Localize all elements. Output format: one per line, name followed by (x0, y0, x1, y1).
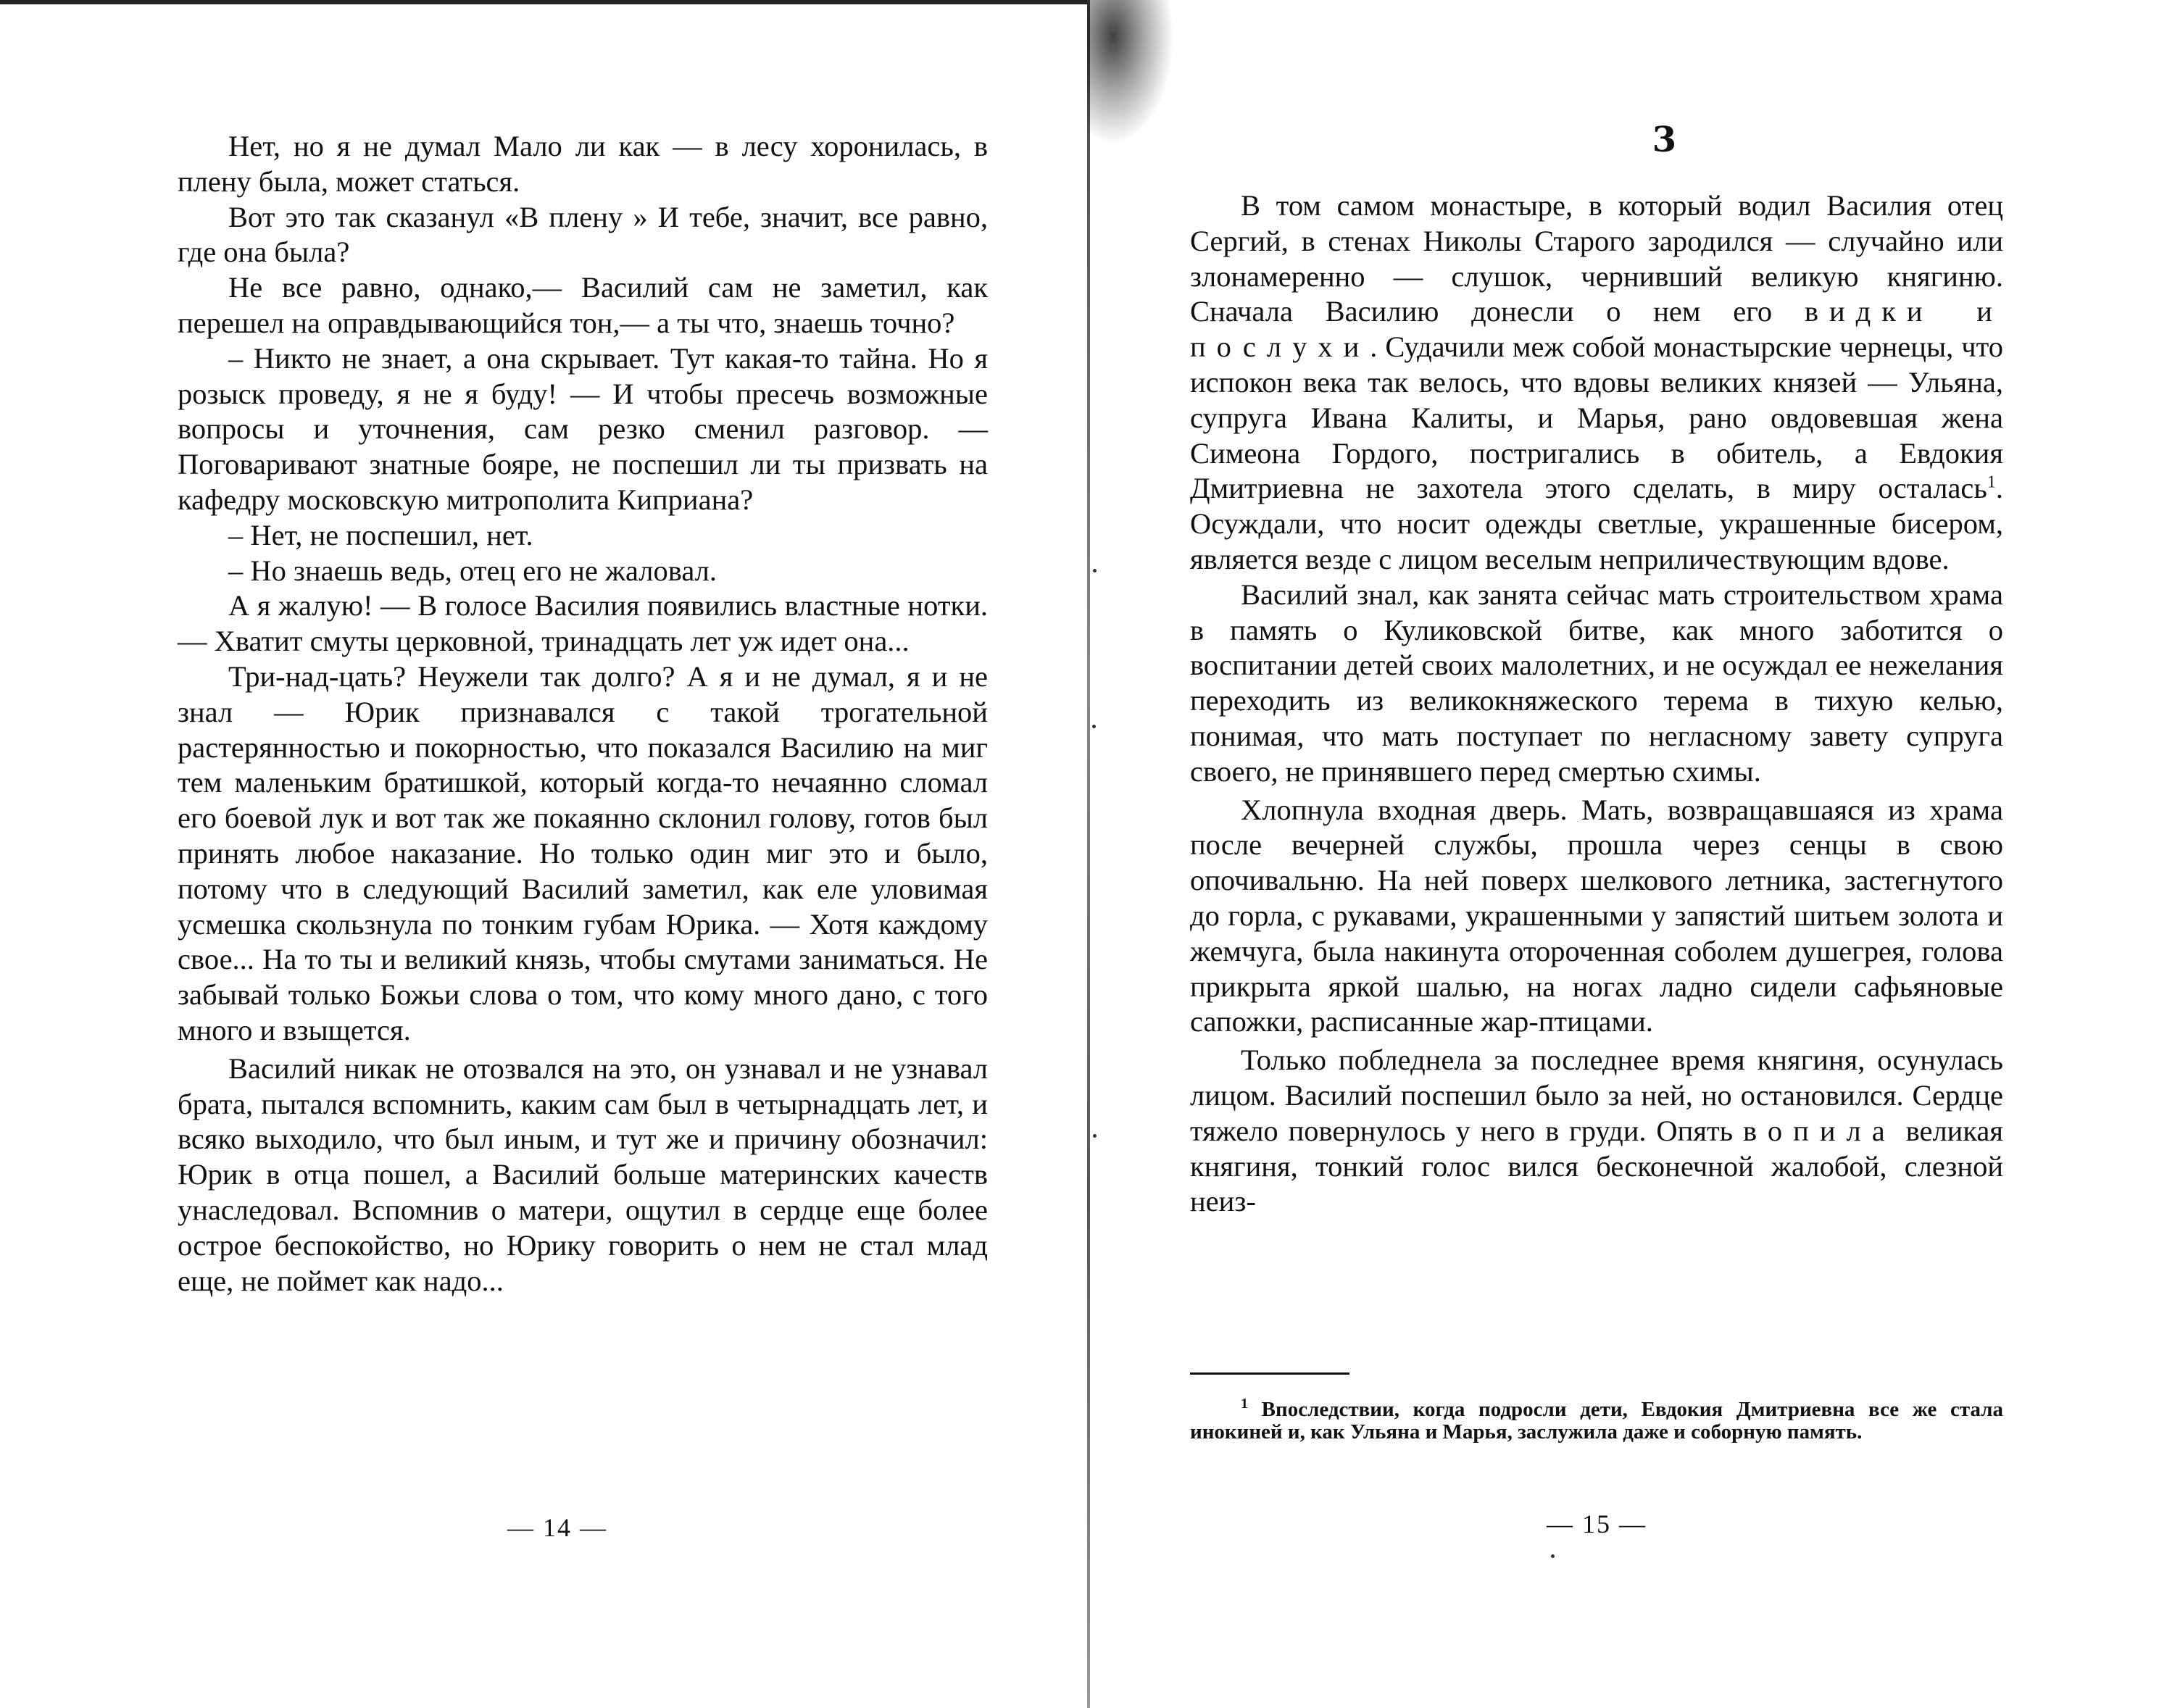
paragraph: Не все равно, однако,— Василий сам не заметил, как перешел на оправдывающийся тон,— а ты что, знаешь точно? (178, 271, 988, 339)
paragraph: А я жалую! — В голосе Василия появились властные нотки.— Хватит смуты церковной, тринадцать лет уж идет она... (178, 589, 988, 658)
paragraph: Три-над-цать? Неужели так долго? А я и не думал, я и не знал — Юрик признавался с такой трогательной растерянностью и покорностью, что показался Василию на миг тем маленьким братишкой, который когда-то нечаянно сломал его боевой лук и вот так же покаянно склонил голову, готов был принять любое наказание. Но только один миг это и было, потому что в следующий Василий заметил, как еле уловимая усмешка скользнула по тонким губам Юрика. — Хотя каждому свое... На то ты и великий князь, чтобы смутами заниматься. Не забывай только Божьи слова о том, что кому много дано, с того много и взыщется. (178, 659, 988, 1046)
right-page (1090, 0, 2159, 1708)
paragraph: – Но знаешь ведь, отец его не жаловал. (228, 554, 717, 587)
footnote-rule (1190, 1372, 1349, 1375)
paragraph: Василий знал, как занята сейчас мать строительством храма в память о Куликовской битве, как много заботится о воспитании детей своих малолетних, и не осуждал ее нежелания переходить из великокняжеского терема в тихую келью, понимая, что мать поступает по негласному завету супруга своего, не принявшего перед смертью схимы. (1190, 578, 2003, 788)
scan-speck (1093, 569, 1097, 572)
paragraph: Василий никак не отозвался на это, он узнавал и не узнавал брата, пытался вспомнить, каким сам был в четырнадцать лет, и всяко выходило, что был иным, и тут же и причину обозначил: Юрик в отца пошел, а Василий больше материнских качеств унаследовал. Вспомнив о матери, ощутил в сердце еще более острое беспокойство, но Юрику говорить о нем не стал млад еще, не поймет как надо... (178, 1051, 988, 1297)
paragraph: Нет, но я не думал Мало ли как — в лесу хоронилась, в плену была, может статься. (178, 130, 988, 198)
page-number-right: — 15 — (1547, 1509, 1647, 1538)
scan-speck (1093, 1134, 1097, 1138)
spaced-emphasis: вопила (1743, 1114, 1896, 1147)
text-run: В том самом монастыре, в который водил Василия отец Сергий, в стенах Николы Старого зародился — случайно или злонамеренно — слушок, чернивший великую княгиню. Сначала Василию донесли о нем его (1190, 189, 2003, 328)
paragraph: – Нет, не поспешил, нет. (228, 518, 533, 551)
footnote-reference: 1 (1987, 472, 1996, 492)
spaced-emphasis: видки и послухи (1190, 295, 2003, 364)
paragraph (1190, 188, 2003, 578)
paragraph: – Никто не знает, а она скрывает. Тут какая-то тайна. Но я розыск проведу, я не я буду! — И чтобы пресечь возможные вопросы и уточнения, сам резко сменил разговор. — Поговаривают знатные бояре, не поспешил ли ты призвать на кафедру московскую митрополита Киприана? (178, 341, 988, 516)
scan-speck (1092, 725, 1096, 728)
paragraph: Вот это так сказанул «В плену » И тебе, значит, все равно, где она была? (178, 200, 988, 269)
right-page-text (1190, 188, 2003, 1220)
text-run: . Осуждали, что носит одежды светлые, украшенные бисером, является везде с лицом веселым неприличествующим вдове. (1190, 472, 2003, 575)
page-number-left: — 14 — (507, 1513, 607, 1542)
paragraph: Хлопнула входная дверь. Мать, возвращавшаяся из храма после вечерней службы, прошла через сенцы в свою опочивальню. На ней поверх шелкового летника, застегнутого до горла, с рукавами, украшенными у запястий шитьем золота и жемчуга, была накинута отороченная соболем душегрея, голова прикрыта яркой шалью, на ногах ладно сидели сафьяновые сапожки, расписанные жар-птицами. (1190, 793, 2003, 1038)
left-page-text (178, 129, 988, 1299)
text-run: . Судачили меж собой монастырские чернецы, что испокон века так велось, что вдовы великих князей — Ульяна, супруга Ивана Калиты, и Марья, рано овдовевшая жена Симеона Гордого, постригались в обитель, а Евдокия Дмитриевна не захотела этого сделать, в миру осталась (1190, 330, 2003, 505)
footnote-number: 1 (1241, 1396, 1248, 1412)
scan-speck (1551, 1554, 1555, 1558)
text-run: великая княгиня, тонкий голос вился бесконечной жалобой, слезной неиз- (1190, 1114, 2003, 1218)
footnote (1190, 1396, 2003, 1444)
chapter-number: 3 (1652, 120, 1677, 160)
paragraph (1190, 1043, 2003, 1220)
footnote-text: Впоследствии, когда подросли дети, Евдокия Дмитриевна все же стала инокиней и, как Ульяна и Марья, заслужила даже и соборную память. (1190, 1398, 2003, 1444)
text-run: Только побледнела за последнее время княгиня, осунулась лицом. Василий поспешил было за ней, но остановился. Сердце тяжело повернулось у него в груди. Опять (1190, 1043, 2003, 1147)
